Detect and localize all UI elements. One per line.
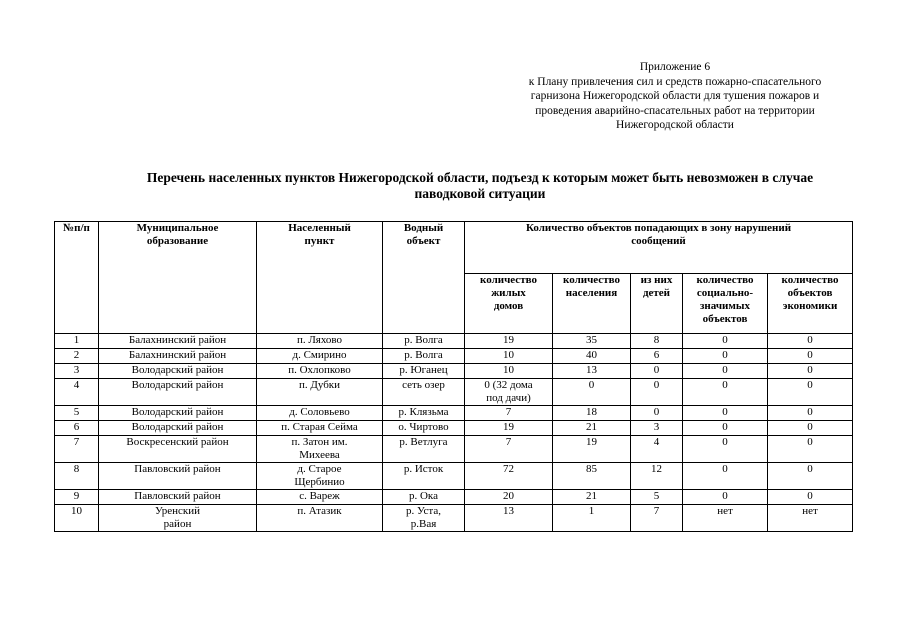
cell-social: 0 [683,406,768,421]
cell-line: р.Вая [410,518,437,530]
header-line: объектов [787,287,833,299]
cell-municipality [99,505,257,532]
appendix-line: гарнизона Нижегородской области для тушения пожаров и [530,90,820,102]
cell-water [383,463,465,490]
cell-line: п. Атазик [297,505,342,517]
cell-num: 1 [55,334,99,349]
cell-num: 8 [55,463,99,490]
header-settlement [257,222,383,334]
cell-water [383,436,465,463]
cell-houses [465,364,553,379]
title-line: Перечень населенных пунктов Нижегородской области, подъезд к которым может быть невозможен в случае [146,170,814,185]
table-row [55,334,853,349]
cell-municipality [99,334,257,349]
cell-water [383,334,465,349]
cell-houses [465,505,553,532]
header-line: Населенный [288,222,351,234]
cell-children: 3 [631,421,683,436]
cell-municipality [99,490,257,505]
cell-settlement [257,334,383,349]
cell-line: п. Ляхово [296,334,343,346]
header-line: Муниципальное [136,222,219,234]
table-row [55,406,853,421]
cell-houses [465,349,553,364]
cell-line: 13 [503,505,514,517]
cell-line: р. Волга [404,349,443,361]
cell-children: 0 [631,379,683,406]
cell-economy: 0 [768,364,853,379]
cell-line: с. Вареж [299,490,340,502]
cell-municipality [99,421,257,436]
cell-line: 19 [503,421,514,433]
header-line: Водный [403,222,444,234]
cell-houses [465,463,553,490]
cell-municipality [99,379,257,406]
header-line: жилых [491,287,526,299]
cell-population: 40 [553,349,631,364]
table-row [55,436,853,463]
cell-line: р. Клязьма [398,406,449,418]
cell-houses [465,406,553,421]
header-line: экономики [782,300,838,312]
cell-line: Павловский район [134,490,221,502]
cell-municipality [99,406,257,421]
cell-settlement [257,436,383,463]
appendix-line: Нижегородской области [616,119,734,131]
table-row [55,505,853,532]
cell-line: Володарский район [131,406,224,418]
appendix-line: к Плану привлечения сил и средств пожарно-спасательного [528,75,822,88]
table-row [55,490,853,505]
document-title [60,170,900,202]
cell-houses [465,490,553,505]
cell-population: 18 [553,406,631,421]
table-row [55,463,853,490]
cell-line: 10 [503,364,514,376]
cell-children: 0 [631,364,683,379]
cell-line: 0 (32 дома [484,379,533,391]
cell-children: 8 [631,334,683,349]
cell-line: Володарский район [131,421,224,433]
cell-children: 0 [631,406,683,421]
cell-num: 10 [55,505,99,532]
table-row [55,379,853,406]
cell-houses [465,421,553,436]
cell-line: Павловский район [134,463,221,475]
cell-num: 6 [55,421,99,436]
appendix-line: Приложение 6 [639,61,711,73]
cell-economy: 0 [768,436,853,463]
cell-settlement [257,421,383,436]
header-municipality [99,222,257,334]
header-line: количество [480,274,537,286]
cell-social: 0 [683,364,768,379]
table-row [55,364,853,379]
cell-line: 7 [505,436,512,448]
header-social [683,274,768,334]
cell-social: 0 [683,421,768,436]
cell-municipality [99,463,257,490]
cell-line: р. Ветлуга [399,436,448,448]
cell-children: 6 [631,349,683,364]
cell-num: 9 [55,490,99,505]
cell-line: д. Старое [297,463,342,475]
cell-population: 35 [553,334,631,349]
cell-economy: 0 [768,334,853,349]
header-line: количество [563,274,620,286]
cell-num: 7 [55,436,99,463]
cell-municipality [99,436,257,463]
cell-line: р. Волга [404,334,443,346]
cell-social: 0 [683,379,768,406]
cell-children: 5 [631,490,683,505]
cell-line: п. Старая Сейма [281,421,358,433]
header-population [553,274,631,334]
cell-water [383,379,465,406]
header-line: объектов [702,313,748,325]
cell-line: р. Уста, [406,505,441,517]
cell-population: 19 [553,436,631,463]
cell-line: д. Смирино [292,349,347,361]
cell-line: п. Охлопково [288,364,351,376]
header-group [465,222,853,274]
cell-line: р. Исток [403,463,444,475]
header-line: пункт [304,235,335,247]
cell-line: 72 [503,463,514,475]
cell-line: п. Дубки [298,379,341,391]
appendix-block [495,60,855,133]
cell-settlement [257,505,383,532]
cell-line: Балахнинский район [128,334,227,346]
cell-line: Михеева [299,449,340,461]
cell-settlement [257,490,383,505]
cell-population: 85 [553,463,631,490]
cell-population: 1 [553,505,631,532]
settlements-table [54,221,853,532]
table-row [55,421,853,436]
cell-water [383,406,465,421]
cell-settlement [257,406,383,421]
header-line: количество [781,274,839,286]
cell-economy: 0 [768,490,853,505]
header-line: населения [565,287,618,299]
header-houses [465,274,553,334]
cell-line: Уренский [154,505,201,517]
cell-line: Балахнинский район [128,349,227,361]
cell-line: 20 [503,490,514,502]
cell-houses [465,334,553,349]
cell-line: район [163,518,192,530]
header-line: Количество объектов попадающих в зону нарушений [525,222,792,234]
cell-population: 0 [553,379,631,406]
cell-water [383,505,465,532]
cell-line: Володарский район [131,364,224,376]
cell-population: 21 [553,490,631,505]
header-line: социально- [696,287,754,299]
header-line: из них [640,274,673,286]
cell-line: Володарский район [131,379,224,391]
cell-municipality [99,364,257,379]
cell-water [383,349,465,364]
cell-line: сеть озер [402,379,445,391]
cell-population: 13 [553,364,631,379]
cell-social: нет [683,505,768,532]
cell-economy: 0 [768,379,853,406]
cell-houses [465,436,553,463]
cell-settlement [257,349,383,364]
cell-children: 4 [631,436,683,463]
cell-water [383,421,465,436]
header-num: №п/п [55,222,99,334]
cell-line: 7 [505,406,512,418]
cell-social: 0 [683,463,768,490]
cell-children: 7 [631,505,683,532]
cell-social: 0 [683,349,768,364]
cell-line: о. Чиртово [398,421,449,433]
header-line: объект [406,235,441,247]
cell-settlement [257,379,383,406]
cell-num: 5 [55,406,99,421]
header-water [383,222,465,334]
cell-line: р. Юганец [399,364,448,376]
cell-water [383,364,465,379]
header-line: образование [146,235,209,247]
header-line: значимых [700,300,750,312]
cell-population: 21 [553,421,631,436]
cell-line: Щербинио [294,476,345,488]
cell-children: 12 [631,463,683,490]
cell-social: 0 [683,334,768,349]
cell-social: 0 [683,490,768,505]
cell-water [383,490,465,505]
table-row [55,349,853,364]
cell-economy: 0 [768,421,853,436]
header-line: количество [696,274,754,286]
appendix-line: проведения аварийно-спасательных работ на территории [535,104,815,117]
header-children [631,274,683,334]
cell-line: д. Соловьево [289,406,350,418]
cell-line: р. Ока [408,490,438,502]
cell-line: Воскресенский район [126,436,229,448]
cell-num: 2 [55,349,99,364]
cell-settlement [257,463,383,490]
header-line: детей [642,287,671,299]
cell-houses [465,379,553,406]
cell-economy: 0 [768,406,853,421]
cell-settlement [257,364,383,379]
cell-line: 10 [503,349,514,361]
table-header-row [55,222,853,274]
header-line: сообщений [631,235,686,247]
cell-num: 4 [55,379,99,406]
cell-economy: 0 [768,349,853,364]
cell-social: 0 [683,436,768,463]
title-line: паводковой ситуации [414,186,546,201]
cell-line: п. Затон им. [291,436,348,448]
header-line: домов [493,300,524,312]
cell-economy: нет [768,505,853,532]
header-economy [768,274,853,334]
cell-line: 19 [503,334,514,346]
cell-num: 3 [55,364,99,379]
cell-economy: 0 [768,463,853,490]
cell-line: под дачи) [486,392,531,404]
table-body [55,334,853,532]
cell-municipality [99,349,257,364]
